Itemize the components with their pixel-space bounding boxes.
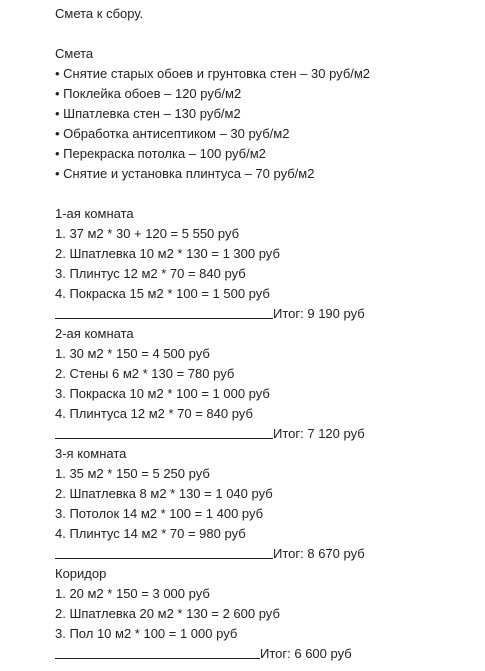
estimate-item: • Обработка антисептиком – 30 руб/м2	[55, 126, 290, 141]
room-line: 3. Плинтус 12 м2 * 70 = 840 руб	[55, 266, 246, 281]
room-line: 3. Пол 10 м2 * 100 = 1 000 руб	[55, 626, 238, 641]
room-total: Итог: 7 120 руб	[273, 426, 365, 441]
estimate-item: • Снятие старых обоев и грунтовка стен – 30 руб/м2	[55, 66, 371, 81]
room-total: Итог: 8 670 руб	[273, 546, 365, 561]
room-line: 4. Плинтус 14 м2 * 70 = 980 руб	[55, 526, 246, 541]
room-title: 1-ая комната	[55, 206, 134, 221]
room-title: 3-я комната	[55, 446, 127, 461]
total-underline	[55, 304, 273, 319]
room-line: 2. Стены 6 м2 * 130 = 780 руб	[55, 366, 235, 381]
room-line: 2. Шпатлевка 8 м2 * 130 = 1 040 руб	[55, 486, 273, 501]
estimate-item: • Поклейка обоев – 120 руб/м2	[55, 86, 242, 101]
room-line: 1. 20 м2 * 150 = 3 000 руб	[55, 586, 210, 601]
room-title: 2-ая комната	[55, 326, 134, 341]
room-line: 1. 37 м2 * 30 + 120 = 5 550 руб	[55, 226, 240, 241]
room-line: 4. Плинтуса 12 м2 * 70 = 840 руб	[55, 406, 253, 421]
room-total-row	[55, 424, 485, 444]
estimate-item: • Перекраска потолка – 100 руб/м2	[55, 146, 266, 161]
total-underline	[55, 544, 273, 559]
spacer	[55, 184, 485, 204]
room-line: 1. 35 м2 * 150 = 5 250 руб	[55, 466, 210, 481]
room-total: Итог: 9 190 руб	[273, 306, 365, 321]
intro-text: Смета к сбору.	[55, 6, 144, 21]
room-total: Итог: 6 600 руб	[260, 646, 352, 661]
room-title: Коридор	[55, 566, 107, 581]
total-underline	[55, 644, 260, 659]
room-line: 1. 30 м2 * 150 = 4 500 руб	[55, 346, 210, 361]
total-underline	[55, 424, 273, 439]
room-line: 3. Покраска 10 м2 * 100 = 1 000 руб	[55, 386, 270, 401]
room-line: 3. Потолок 14 м2 * 100 = 1 400 руб	[55, 506, 264, 521]
room-total-row	[55, 644, 485, 664]
estimate-item: • Снятие и установка плинтуса – 70 руб/м2	[55, 166, 315, 181]
room-line: 4. Покраска 15 м2 * 100 = 1 500 руб	[55, 286, 270, 301]
estimate-title: Смета	[55, 46, 94, 61]
estimate-item: • Шпатлевка стен – 130 руб/м2	[55, 106, 241, 121]
room-total-row	[55, 544, 485, 564]
room-line: 2. Шпатлевка 20 м2 * 130 = 2 600 руб	[55, 606, 280, 621]
room-line: 2. Шпатлевка 10 м2 * 130 = 1 300 руб	[55, 246, 280, 261]
spacer	[55, 24, 485, 44]
room-total-row	[55, 304, 485, 324]
